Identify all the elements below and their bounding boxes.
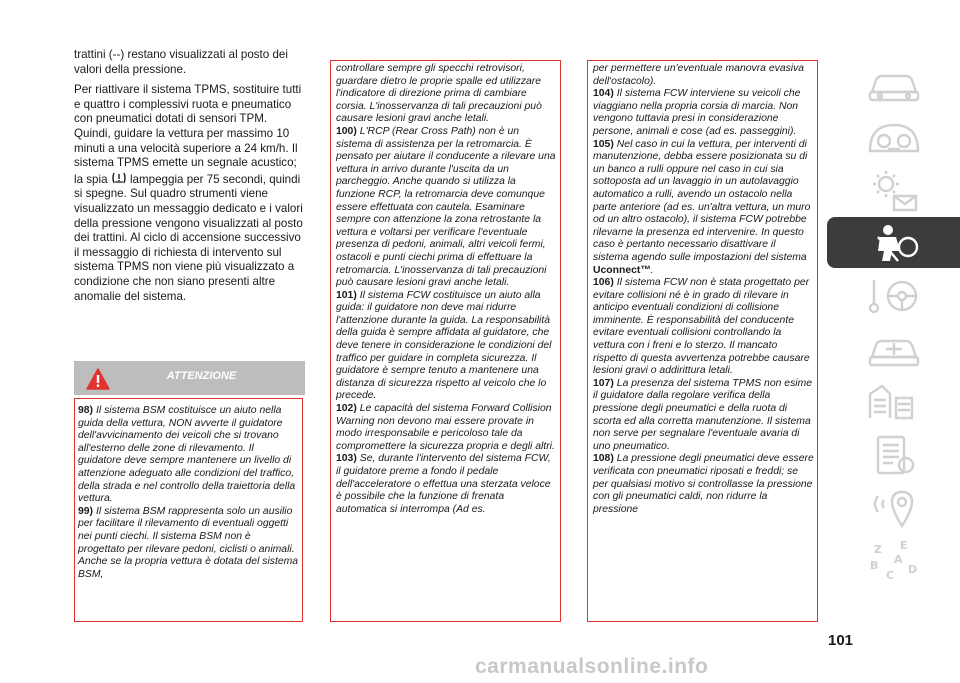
note-105 xyxy=(593,139,814,278)
note-number: 100) xyxy=(336,125,357,137)
paragraph-text: Per riattivare il sistema TPMS, sostituire tutti e quattro i complessivi ruota e pneumatico con pneumatici dotati di sensori TPM. Quindi, guidare la vettura per massimo 10 minuti a una velocità superiore a 24 km/h. Il sistema TPMS emette un segnale acustico; la spia xyxy=(74,83,302,186)
tab-driving[interactable] xyxy=(827,270,960,321)
note-102 xyxy=(336,403,557,453)
technical-data-icon xyxy=(864,433,924,477)
paragraph-tpms-reactivation xyxy=(74,83,304,304)
tab-index[interactable] xyxy=(827,535,960,586)
note-number: 103) xyxy=(336,453,357,465)
tab-car-info[interactable] xyxy=(827,58,960,109)
note-text: Il sistema BSM rappresenta solo un ausilio per facilitare il rilevamento di eventuali oggetti nei punti ciechi. Il sistema BSM non è progettato per rilevare pedoni, ciclisti o animali. Anche se la propria vettura è dotata del sistema BSM, xyxy=(78,505,299,580)
dashboard-icon xyxy=(864,115,924,159)
index-icon xyxy=(864,539,924,583)
paragraph-text-end: lampeggia per 75 secondi, quindi si spegne. Sul quadro strumenti viene visualizzato un messaggio dedicato e i valori della pressione vengono visualizzati al posto dei trattini. Al ciclo di accensione successivo il messaggio di richiesta di intervento sul sistema TPMS non viene più visualizzato a condizione che non siano presenti altre anomalie del sistema. xyxy=(74,172,303,303)
svg-text:A: A xyxy=(893,552,903,566)
tab-emergency[interactable] xyxy=(827,323,960,374)
note-101 xyxy=(336,290,557,403)
note-text: L'RCP (Rear Cross Path) non è un sistema di assistenza per la retromarcia. È pensato per aiutare il conducente a rilevare una vettura in arrivo durante l'uscita da un parcheggio. Anche quando si utilizza la funzione RCP, la retromarcia deve comunque essere effettuata con cautela. Esaminare sempre con attenzione la zona retrostante la vettura e voltarsi per verificare l'eventuale presenza di pedoni, animali, altri veicoli fermi, ostacoli e punti ciechi prima di effettuare la retromarcia. L'inosservanza di tali precauzioni può causare lesioni gravi anche letali. xyxy=(336,125,556,289)
svg-text:C: C xyxy=(885,568,894,582)
tab-lights-warnings[interactable] xyxy=(827,164,960,215)
note-number: 101) xyxy=(336,289,357,301)
tab-safety[interactable] xyxy=(827,217,960,268)
car-info-icon xyxy=(864,62,924,106)
svg-text:Z: Z xyxy=(873,542,882,556)
note-number: 107) xyxy=(593,377,614,389)
note-107 xyxy=(593,378,814,454)
watermark-text: carmanualsonline.info xyxy=(475,655,709,678)
warning-header xyxy=(74,361,305,395)
chapter-tabs xyxy=(827,58,960,588)
note-continuation: per permettere un'eventuale manovra evasiva dell'ostacolo). xyxy=(593,63,805,87)
tab-dashboard[interactable] xyxy=(827,111,960,162)
note-text: Le capacità del sistema Forward Collision Warning non devono mai essere provate in modo irresponsabile e pericoloso tale da compromettere la sicurezza propria e degli altri. xyxy=(336,403,555,452)
note-text-tail: . xyxy=(650,264,654,276)
tpms-warning-icon xyxy=(111,171,127,185)
note-106 xyxy=(593,277,814,378)
svg-text:E: E xyxy=(899,538,908,552)
lights-warning-icon xyxy=(864,168,924,212)
warning-box-right xyxy=(587,60,818,622)
note-continuation: controllare sempre gli specchi retrovisori, guardare dietro le proprie spalle ed utilizzare l'indicatore di direzione prima di cambiare corsia. L'inosservanza di tali precauzioni può causare lesioni gravi anche letali. xyxy=(336,63,542,125)
warning-title: ATTENZIONE xyxy=(166,370,237,382)
note-99 xyxy=(78,506,299,582)
note-number: 98) xyxy=(78,405,94,416)
driving-icon xyxy=(864,274,924,318)
note-103 xyxy=(336,453,557,516)
warning-box-left xyxy=(74,398,303,622)
note-100 xyxy=(336,126,557,290)
note-text: Il sistema FCW interviene su veicoli che viaggiano nella propria corsia di marcia. Non vengono tuttavia presi in considerazione persone, animali e cose (ad es. passeggini). xyxy=(593,88,801,137)
note-number: 105) xyxy=(593,138,614,150)
note-text: Se, durante l'intervento del sistema FCW, il guidatore preme a fondo il pedale dell'acceleratore o effettua una sterzata veloce è possibile che la funzione di frenata automatica si interrompa (Ad es. xyxy=(336,453,551,515)
note-text: Il sistema FCW costituisce un aiuto alla guida: il guidatore non deve mai ridurre l'attenzione durante la guida. La responsabilità della guida è sempre affidata al guidatore, che deve tenere in considerazione le condizioni del traffico per guidare in completa sicurezza. Il guidatore è sempre tenuto a mantenere una distanza di sicurezza rispetto al veicolo che lo precede. xyxy=(336,289,552,402)
body-text-column xyxy=(74,48,304,310)
safety-icon xyxy=(864,221,924,265)
note-number: 102) xyxy=(336,403,357,415)
note-number: 104) xyxy=(593,88,614,100)
note-98 xyxy=(78,405,299,506)
note-text: Il sistema FCW non è stata progettato per evitare collisioni né è in grado di rilevare in anticipo eventuali condizioni di collisione imminente. È responsabilità del conducente evitare eventuali collisioni controllando la vettura con i freni e lo sterzo. Il mancato rispetto di questa avvertenza potrebbe causare lesioni gravi o addirittura letali. xyxy=(593,277,810,377)
service-icon xyxy=(864,380,924,424)
svg-text:D: D xyxy=(907,562,917,576)
warning-box-middle xyxy=(330,60,561,622)
note-text: Nel caso in cui la vettura, per interventi di manutenzione, debba essere posizionata su di un banco a rulli oppure nel caso in cui sia sottoposta ad un lavaggio in un autolavaggio automatico a rulli, avendo un ostacolo nella parte anteriore (ad es. un'altra vettura, un muro od un altro ostacolo), il sistema FCW potrebbe rilevarne la presenza ed intervenire. In questo caso è pertanto necessario disattivare il sistema agendo sulle impostazioni del sistema xyxy=(593,138,811,263)
note-text: La presenza del sistema TPMS non esime il guidatore dalla regolare verifica della pressione degli pneumatici e della ruota di scorta ed alla corretta manutenzione. Il sistema non serve per segnalare l'eventuale avaria di uno pneumatico. xyxy=(593,377,813,452)
tab-multimedia[interactable] xyxy=(827,482,960,533)
note-number: 108) xyxy=(593,453,614,465)
tab-technical-data[interactable] xyxy=(827,429,960,480)
note-number: 106) xyxy=(593,277,614,289)
paragraph-tpms-dashes: trattini (--) restano visualizzati al posto dei valori della pressione. xyxy=(74,48,288,76)
note-text: Il sistema BSM costituisce un aiuto nella guida della vettura, NON avverte il guidatore dell'avvicinamento dei veicoli che si trovano all'esterno delle zone di rilevamento. Il guidatore deve sempre mantenere un livello di attenzione adeguato alle condizioni del traffico, della strada e nel controllo della traiettoria della vettura. xyxy=(78,405,296,505)
car-emergency-icon xyxy=(864,327,924,371)
note-104 xyxy=(593,88,814,138)
note-number: 99) xyxy=(78,505,94,517)
uconnect-brand: Uconnect™ xyxy=(593,264,651,276)
tab-service[interactable] xyxy=(827,376,960,427)
note-108 xyxy=(593,453,814,516)
multimedia-icon xyxy=(864,486,924,530)
note-text: La pressione degli pneumatici deve essere verificata con pneumatici riposati e freddi; se per qualsiasi motivo si controllasse la pressione con gli pneumatici caldi, non ridurre la pressione xyxy=(593,453,814,515)
page-number: 101 xyxy=(828,632,854,649)
svg-text:B: B xyxy=(869,558,878,572)
